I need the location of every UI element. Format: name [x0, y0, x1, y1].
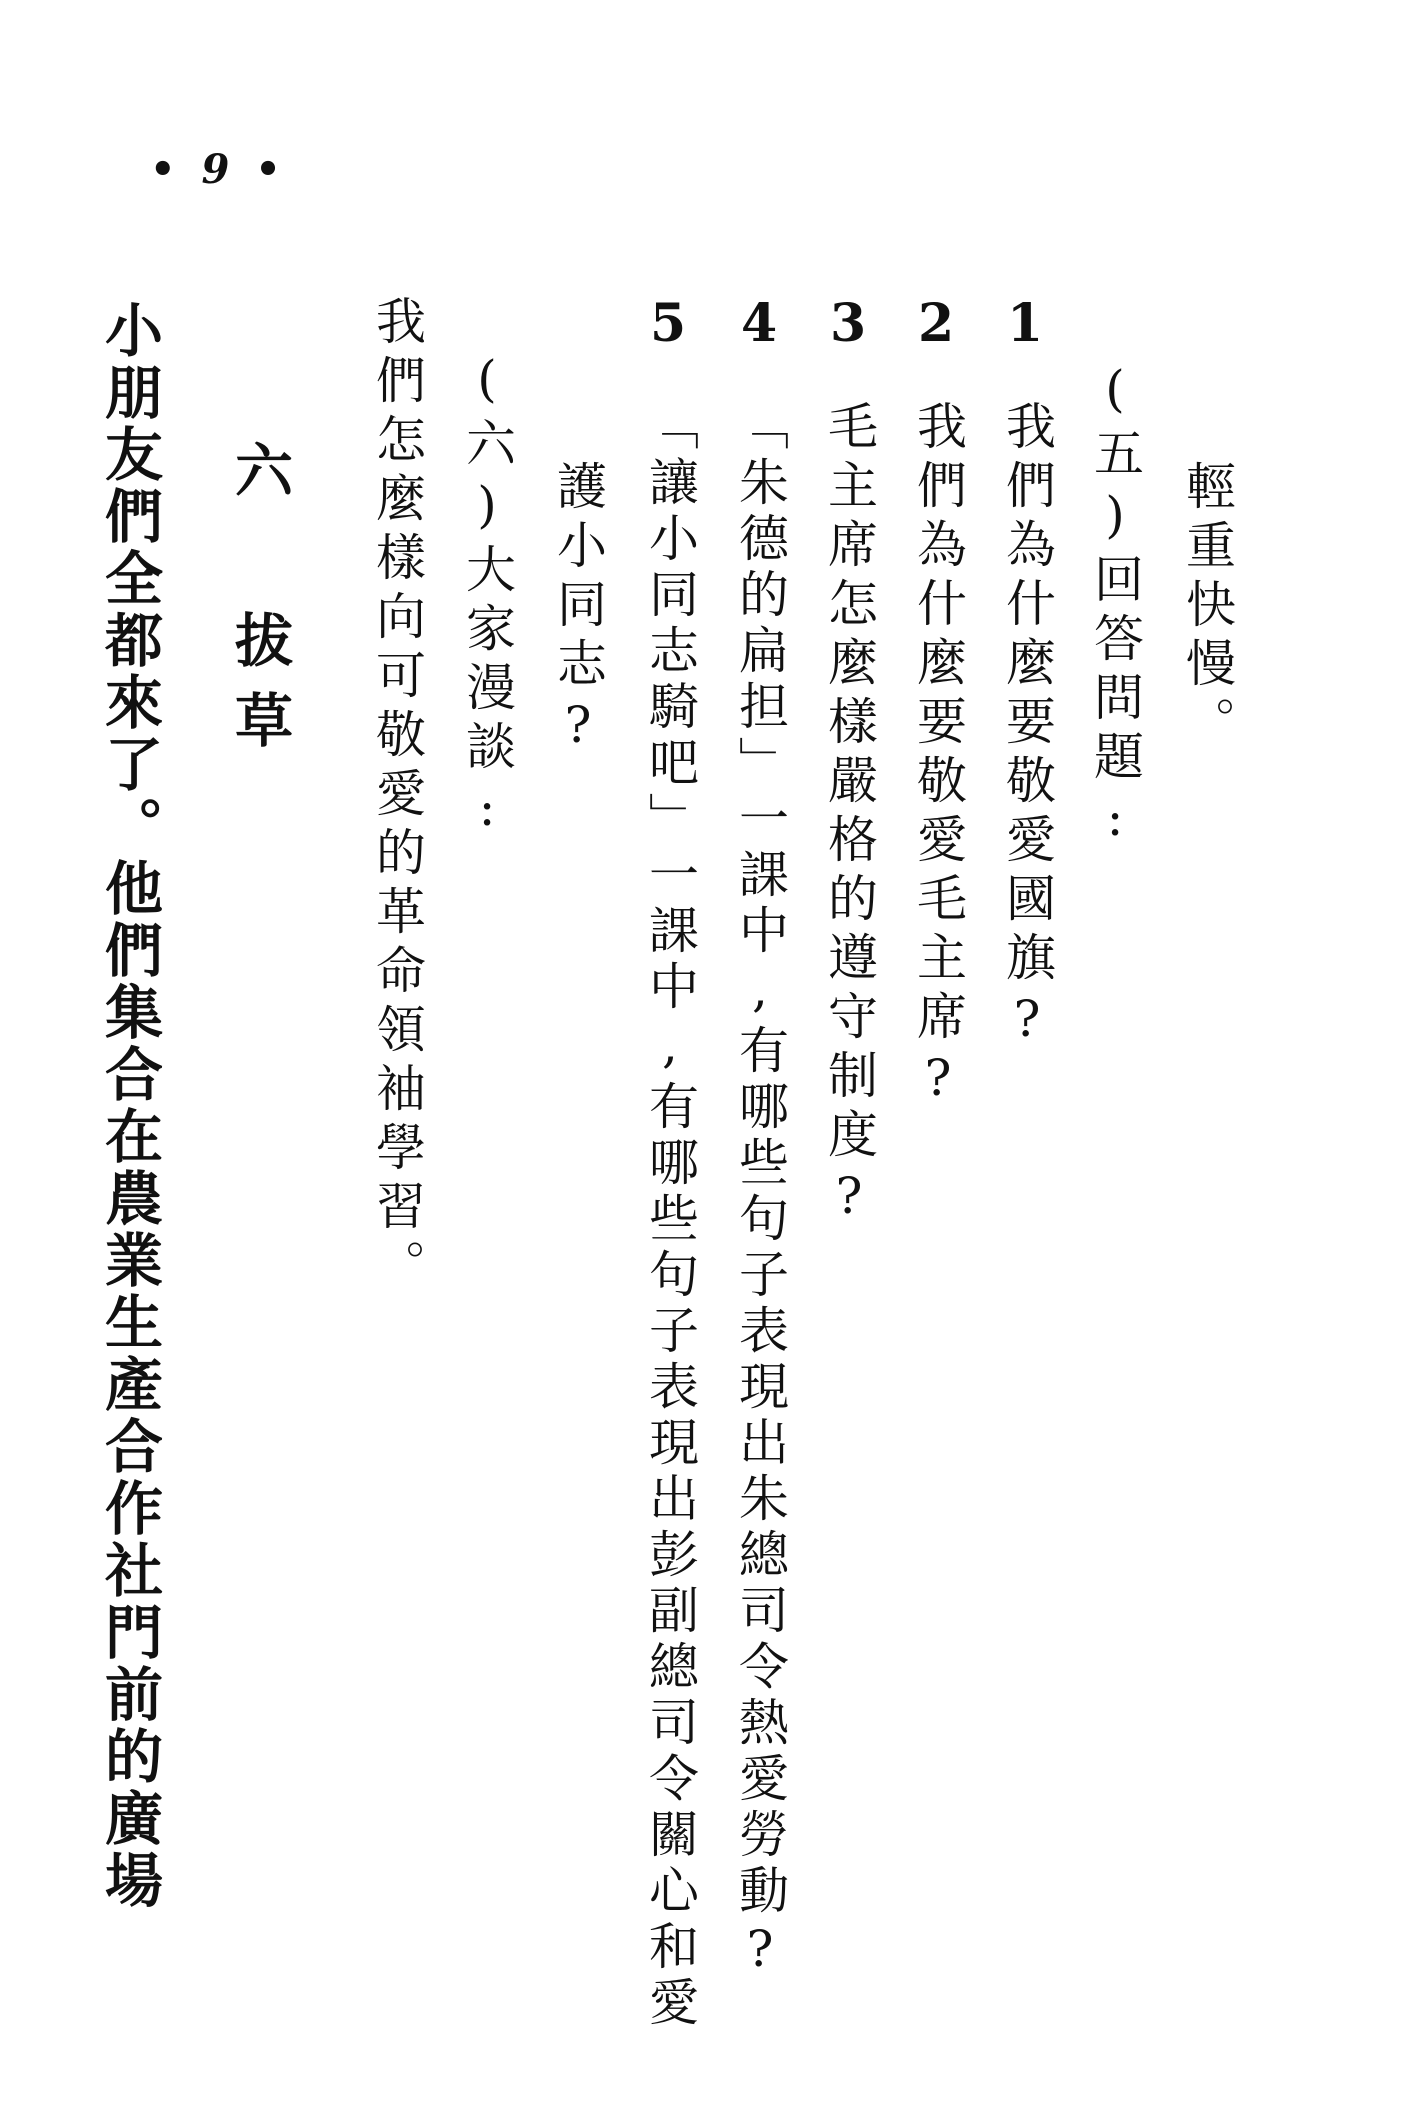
question-number-2: 2 [918, 293, 955, 354]
page-number: • 9 • [150, 146, 287, 193]
text-column-4: 我們為什麼要敬愛毛主席? [909, 400, 967, 1116]
text-column-5: 毛主席怎麼樣嚴格的遵守制度? [820, 400, 878, 1234]
text-column-9: (六)大家漫談: [458, 350, 516, 846]
text-column-2: (五)回答問題: [1086, 360, 1144, 856]
text-column-1: 輕重快慢。 [1178, 460, 1236, 755]
question-number-3: 3 [830, 293, 867, 354]
text-column-6: 「朱德的扁担」一課中,有哪些句子表現出朱總司令熱愛勞動? [731, 400, 789, 1984]
text-column-8: 護小同志? [549, 460, 607, 763]
text-column-10: 我們怎麼樣向可敬愛的革命領袖學習。 [368, 295, 426, 1298]
text-column-3: 我們為什麼要敬愛國旗? [998, 400, 1056, 1057]
question-number-1: 1 [1007, 293, 1044, 354]
section-heading: 六 拔草 [225, 440, 293, 770]
text-column-7: 「讓小同志騎吧」一課中,有哪些句子表現出彭副總司令關心和愛 [641, 400, 699, 2032]
question-number-4: 4 [741, 293, 778, 354]
text-column-12: 小朋友們全都來了。他們集合在農業生產合作社門前的廣場 [95, 300, 163, 1912]
question-number-5: 5 [650, 293, 687, 354]
